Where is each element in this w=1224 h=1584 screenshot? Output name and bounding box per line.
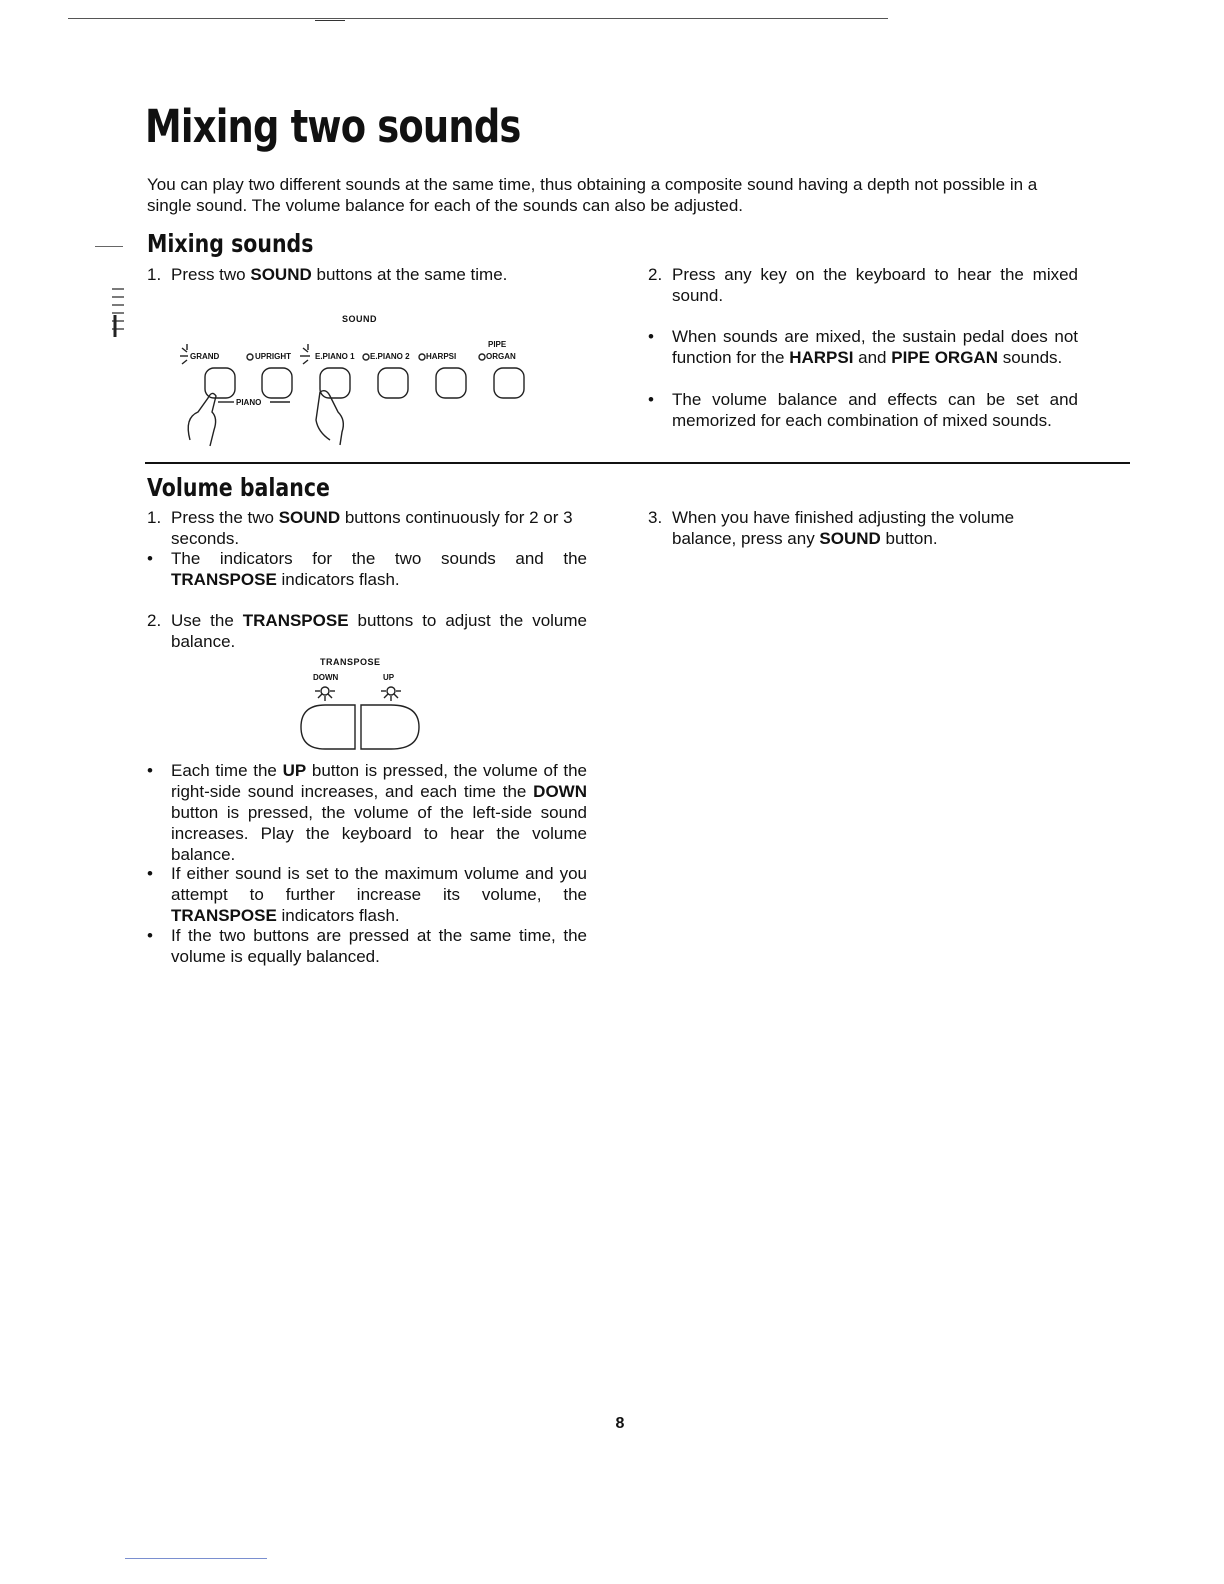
bullet: •	[147, 761, 153, 780]
bottom-rule	[125, 1558, 267, 1559]
label-harpsi: HARPSI	[426, 352, 457, 361]
label-grand: GRAND	[190, 352, 220, 361]
step-number: 1.	[147, 508, 162, 527]
volume-balance-heading: Volume balance	[147, 473, 330, 502]
label-epiano1: E.PIANO 1	[315, 352, 355, 361]
step-number: 1.	[147, 265, 162, 284]
bullet: •	[648, 327, 654, 346]
grand-button	[205, 368, 235, 398]
page-title: Mixing two sounds	[145, 100, 521, 153]
step-number: 2.	[147, 611, 162, 630]
flash-icon	[315, 687, 335, 701]
volume-step-1: 1. Press the two SOUND buttons continuously for 2 or 3 seconds.	[147, 508, 573, 548]
bullet: •	[147, 864, 153, 883]
transpose-buttons-diagram	[295, 653, 435, 763]
intro-paragraph: You can play two different sounds at the same time, thus obtaining a composite sound having a depth not possible in a single sound. The volume balance for each of the sounds can also be adjusted.	[147, 175, 1038, 215]
volume-bullet-balanced: • If the two buttons are pressed at the same time, the volume is equally balanced.	[147, 926, 587, 966]
transpose-down-button	[301, 705, 355, 749]
mixing-sounds-heading: Mixing sounds	[147, 229, 314, 258]
flash-icon	[300, 344, 310, 364]
hand-icon	[316, 391, 343, 445]
label-epiano2: E.PIANO 2	[370, 352, 410, 361]
page-number: 8	[615, 1415, 625, 1432]
label-organ: ORGAN	[486, 352, 516, 361]
upright-button	[262, 368, 292, 398]
label-pipe: PIPE	[488, 340, 507, 349]
epiano2-button	[378, 368, 408, 398]
mixing-step-1: 1. Press two SOUND buttons at the same time.	[147, 265, 508, 284]
transpose-up-button	[361, 705, 419, 749]
mixing-bullet-memory: • The volume balance and effects can be set and memorized for each combination of mixed sounds.	[648, 390, 1078, 430]
label-down: DOWN	[313, 673, 339, 682]
sound-buttons-diagram	[170, 300, 550, 450]
volume-bullet-maximum: • If either sound is set to the maximum volume and you attempt to further increase its volume, the TRANSPOSE indicators flash.	[147, 864, 587, 925]
margin-tick-marks	[110, 285, 126, 345]
bullet: •	[147, 926, 153, 945]
label-up: UP	[383, 673, 395, 682]
volume-bullet-up-down: • Each time the UP button is pressed, the volume of the right-side sound increases, and each time the DOWN button is pressed, the volume of the left-side sound increases. Play the keyboard to hear the volume balance.	[147, 761, 587, 864]
hand-icon	[188, 393, 216, 446]
step-number: 2.	[648, 265, 663, 284]
epiano1-button	[320, 368, 350, 398]
label-piano-group: PIANO	[236, 398, 262, 407]
bullet: •	[147, 549, 153, 568]
top-rule-accent	[315, 20, 345, 21]
transpose-diagram-title: TRANSPOSE	[320, 657, 381, 667]
mixing-step-2: 2. Press any key on the keyboard to hear the mixed sound.	[648, 265, 1078, 305]
flash-icon	[381, 687, 401, 701]
label-upright: UPRIGHT	[255, 352, 291, 361]
flash-icon	[180, 344, 188, 364]
harpsi-button	[436, 368, 466, 398]
mixing-bullet-sustain: • When sounds are mixed, the sustain pedal does not function for the HARPSI and PIPE ORGAN sounds.	[648, 327, 1078, 367]
bullet: •	[648, 390, 654, 409]
top-rule	[68, 18, 888, 19]
pipe-organ-button	[494, 368, 524, 398]
section-divider	[145, 462, 1130, 464]
step-number: 3.	[648, 508, 663, 527]
volume-step-2: 2. Use the TRANSPOSE buttons to adjust the volume balance.	[147, 611, 587, 651]
volume-bullet-indicators: • The indicators for the two sounds and the TRANSPOSE indicators flash.	[147, 549, 587, 589]
volume-step-3: 3. When you have finished adjusting the volume balance, press any SOUND button.	[648, 508, 1015, 548]
sound-diagram-title: SOUND	[342, 314, 378, 324]
margin-dash	[95, 246, 123, 247]
